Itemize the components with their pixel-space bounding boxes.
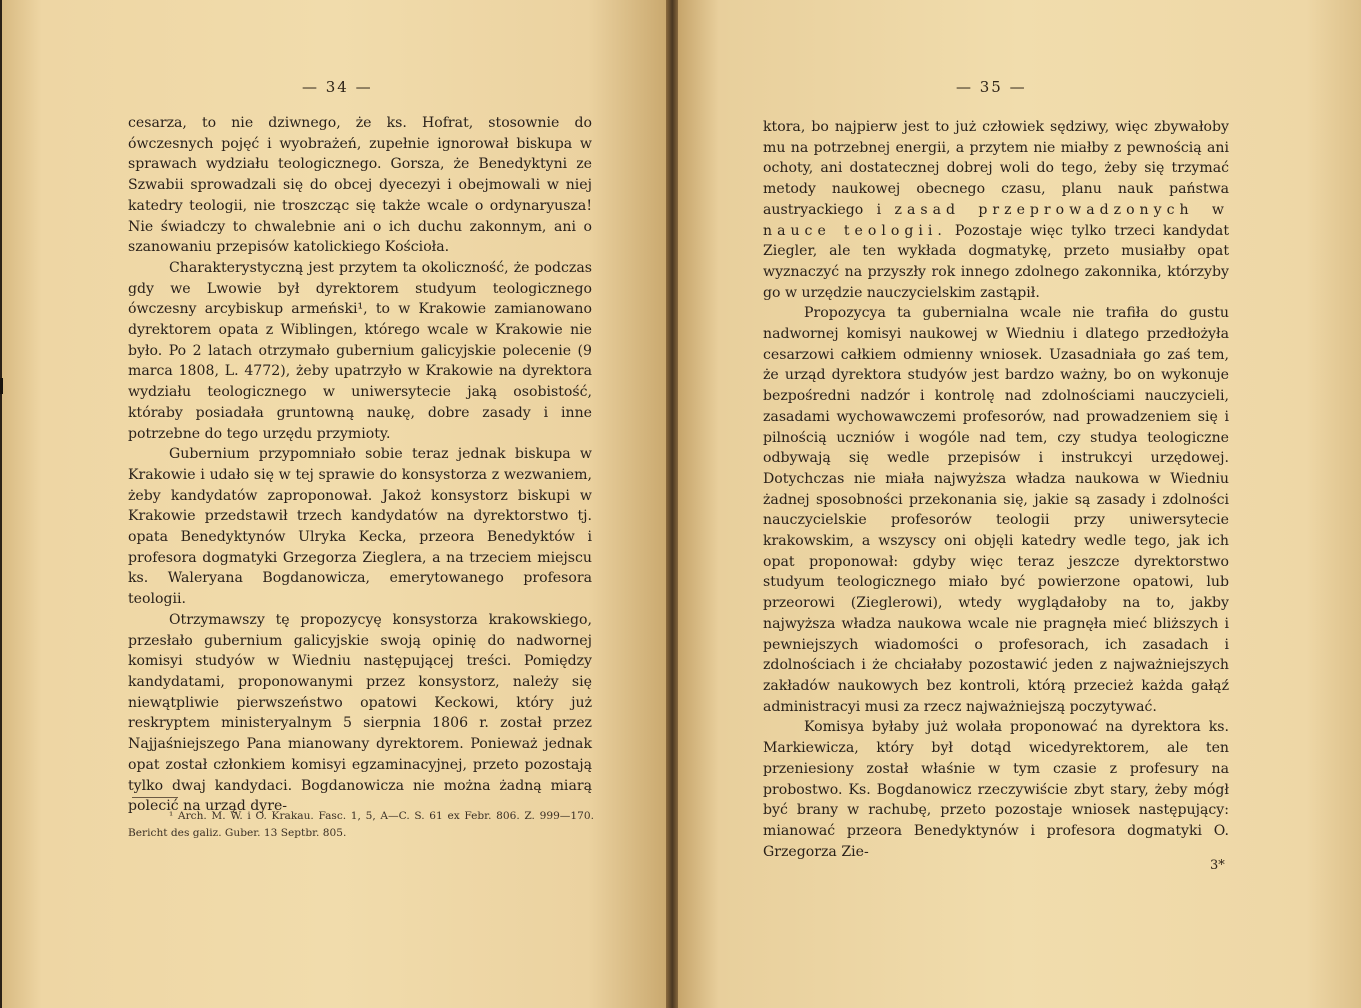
page-number-right: — 35 — [956, 78, 1027, 96]
left-edge-mark [0, 378, 3, 394]
paragraph-3: Komisya byłaby już wolała proponować na dyrektora ks. Markiewicza, który był dotąd wicedyrektorem, ale ten przeniesiony został właśnie w tym czasie z profesury na probostwo. Ks. Bogdanowicz rzeczywiście zbyt stary, żeby mógł być brany w rachubę, przeto pozostaje wniosek następujący: mianować przeora Benedyktynów i profesora dogmatyki O. Grzegorza Zie- [763, 719, 1229, 860]
paragraph-1 [763, 117, 1229, 303]
footnotes-left [128, 808, 594, 842]
paragraph-4: Otrzymawszy tę propozycyę konsystorza krakowskiego, przesłało gubernium galicyjskie swoją opinię do nadwornej komisyi studyów w Wiedniu następującej treści. Pomiędzy kandydatami, proponowanymi przez konsystorz, należy się niewątpliwie pierwszeństwo opatowi Keckowi, który już reskryptem ministeryalnym 5 sierpnia 1806 r. został przez Najjaśniejszego Pana mianowany dyrektorem. Ponieważ jednak opat został członkiem komisyi egzaminacyjnej, przeto pozostają tylko dwaj kandydaci. Bogdanowicza nie można żadną miarą polecić na urząd dyre- [128, 611, 592, 815]
spaced-emphasis: zasad przeprowadzonych w nauce teologii. [763, 201, 1229, 239]
paragraph-1-continued: Pozostaje więc tylko trzeci kandydat Ziegler, ale ten wykłada dogmatykę, przeto musiałby opat wyznaczyć na przyszły rok innego zdolnego zakonnika, którzyby go w urzędzie nauczycielskim zastąpił. [763, 222, 1229, 301]
page-number-left: — 34 — [302, 78, 373, 96]
paragraph-2: Charakterystyczną jest przytem ta okoliczność, że podczas gdy we Lwowie był dyrektorem studyum teologicznego ówczesny arcybiskup armeński¹, to w Krakowie zamianowano dyrektorem opata z Wiblingen, którego wcale w Krakowie nie było. Po 2 latach otrzymało gubernium galicyjskie polecenie (9 marca 1808, L. 4772), żeby upatrzyło w Krakowie na dyrektora wydziału teologicznego w uniwersytecie jaką osobistość, któraby posiadała gruntowną naukę, dobre zasady i inne potrzebne do tego urzędu przymioty. [128, 259, 592, 442]
footnote-1: ¹ Arch. M. W. i O. Krakau. Fasc. 1, 5, A—C. S. 61 ex Febr. 806. Z. 999—170. Bericht des galiz. Guber. 13 Septbr. 805. [128, 810, 594, 839]
footnote-rule [132, 797, 178, 798]
paragraph-1-text: ktora, bo najpierw jest to już człowiek sędziwy, więc zbywałoby mu na potrzebnej energii, a przytem nie miałby z pewnością ani ochoty, ani dostatecznej dobrej woli do tego, żeby się trzymać metody naukowej obecnego czasu, planu nauk państwa austryackiego i [763, 119, 1229, 218]
paragraph-2: Propozycya ta gubernialna wcale nie trafiła do gustu nadwornej komisyi naukowej w Wiedniu i dlatego przedłożyła cesarzowi całkiem odmienny wniosek. Uzasadniała go zaś tem, że urząd dyrektora studyów jest bardzo ważny, bo on wykonuje bezpośredni nadzór i kontrolę nad zdolnościami nauczycieli, zasadami wychowawczemi profesorów, nad prowadzeniem się i pilnością uczniów i wogóle nad tem, czy studya teologiczne odbywają się wedle przepisów i instrukcyi urzędowej. Dotychczas nie miała najwyższa władza naukowa w Wiedniu żadnej sposobności przekonania się, jakie są zasady i zdolności nauczycielskie profesorów teologii przy uniwersytecie krakowskim, a wszyscy oni objęli katedry wedle tego, jak ich opat proponował: gdyby więc teraz jeszcze dyrektorstwo studyum teologicznego miało być powierzone opatowi, lub przeorowi (Zieglerowi), wtedy wyglądałoby na to, jakby najwyższa władza naukowa wcale nie pragnęła mieć bliższych i pewniejszych wiadomości o profesorach, ich zasadach i zdolnościach i że chciałaby pozostawić jeden z najważniejszych zakładów naukowych bez kontroli, którą przecież każda gałąź administracyi musi za rzecz najważniejszą poczytywać. [763, 305, 1229, 715]
right-page [678, 0, 1361, 1008]
right-page-text [763, 117, 1229, 862]
left-page-text [128, 113, 592, 817]
paragraph-3: Gubernium przypomniało sobie teraz jednak biskupa w Krakowie i udało się w tej sprawie do konsystorza z wezwaniem, żeby kandydatów zaproponował. Jakoż konsystorz biskupi w Krakowie przedstawił trzech kandydatów na dyrektorstwo tj. opata Benedyktynów Ulryka Kecka, przeora Benedyktów i profesora dogmatyki Grzegorza Zieglera, a na trzeciem miejscu ks. Waleryana Bogdanowicza, emerytowanego profesora teologii. [128, 446, 592, 608]
paragraph-1: cesarza, to nie dziwnego, że ks. Hofrat, stosownie do ówczesnych pojęć i wyobrażeń, zupełnie ignorował biskupa w sprawach wydziału teologicznego. Gorsza, że Benedyktyni ze Szwabii sprowadzali się do obcej dyecezyi i obejmowali w niej katedry teologii, nie troszcząc się także wcale o ordynaryusza! Nie świadczy to chwalebnie ani o ich duchu zakonnym, ani o szanowaniu przepisów katolickiego Kościoła. [128, 115, 592, 256]
left-page [2, 0, 668, 1008]
signature-mark: 3* [1210, 858, 1225, 873]
